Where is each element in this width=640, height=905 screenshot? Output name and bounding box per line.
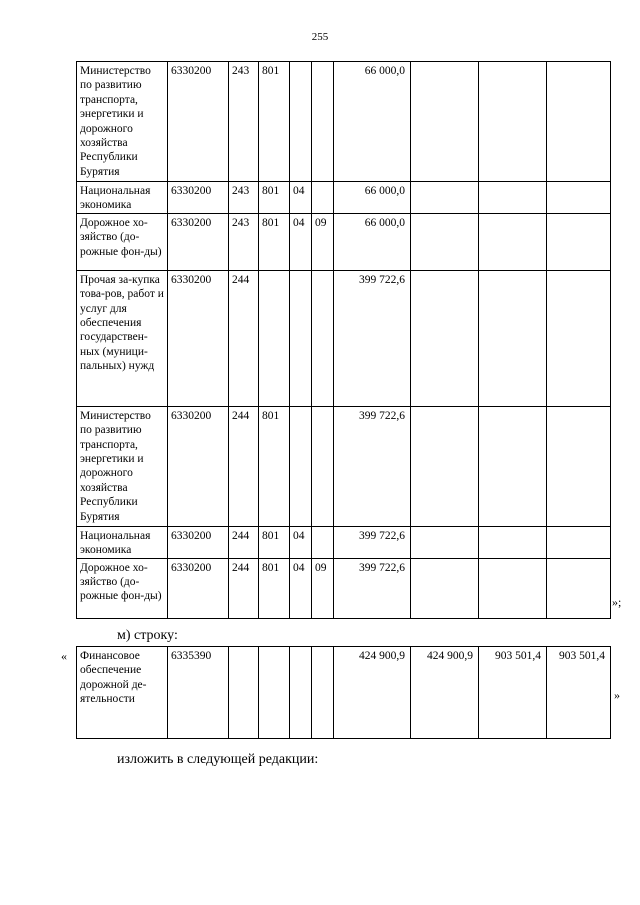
table-row [77,647,611,739]
ministry-code [259,647,290,739]
item-name: Финансовое обеспечение дорожной де-ятельности [77,647,168,739]
expense-type: 243 [229,182,259,214]
amount-4 [547,406,611,526]
expense-type [229,647,259,739]
amount-1: 399 722,6 [334,270,411,406]
funding-table [76,646,611,739]
expense-type: 243 [229,62,259,182]
subsection-code [312,647,334,739]
amount-2 [411,270,479,406]
instruction-text: изложить в следующей редакции: [117,752,319,767]
ministry-code: 801 [259,213,290,270]
amount-1: 424 900,9 [334,647,411,739]
amount-4 [547,558,611,618]
amount-2 [411,213,479,270]
amount-3: 903 501,4 [479,647,547,739]
item-name: Национальная экономика [77,182,168,214]
section-code [290,406,312,526]
target-code: 6330200 [168,62,229,182]
item-name: Национальная экономика [77,526,168,558]
section-code: 04 [290,213,312,270]
amount-4 [547,182,611,214]
amount-1: 399 722,6 [334,526,411,558]
amount-4: 903 501,4 [547,647,611,739]
item-name: Дорожное хо-зяйство (до-рожные фон-ды) [77,213,168,270]
expense-type: 244 [229,526,259,558]
amount-4 [547,62,611,182]
target-code: 6335390 [168,647,229,739]
table-row [77,62,611,182]
amount-3 [479,526,547,558]
target-code: 6330200 [168,270,229,406]
amount-1: 66 000,0 [334,182,411,214]
amount-3 [479,406,547,526]
subsection-code [312,62,334,182]
section-code: 04 [290,526,312,558]
expense-type: 244 [229,406,259,526]
closing-quote: »; [612,595,622,609]
expense-type: 244 [229,270,259,406]
section-code [290,270,312,406]
item-name: Министерство по развитию транспорта, энергетики и дорожного хозяйства Республики Бурятия [77,62,168,182]
amount-4 [547,526,611,558]
amount-2 [411,406,479,526]
table-row [77,558,611,618]
amount-3 [479,270,547,406]
amount-1: 399 722,6 [334,558,411,618]
ministry-code: 801 [259,526,290,558]
expense-type: 243 [229,213,259,270]
table-row [77,526,611,558]
amount-3 [479,558,547,618]
subsection-code [312,182,334,214]
table-row [77,182,611,214]
amount-2 [411,62,479,182]
amount-2 [411,558,479,618]
section-code: 04 [290,558,312,618]
amount-3 [479,213,547,270]
page-number: 255 [311,31,329,43]
table-row [77,270,611,406]
open-quote: « [61,649,67,663]
subsection-code [312,406,334,526]
amount-2 [411,182,479,214]
expense-type: 244 [229,558,259,618]
close-quote: » [614,688,620,702]
amount-1: 399 722,6 [334,406,411,526]
table-row [77,213,611,270]
ministry-code: 801 [259,62,290,182]
subsection-code [312,270,334,406]
amount-4 [547,213,611,270]
item-name: Дорожное хо-зяйство (до-рожные фон-ды) [77,558,168,618]
ministry-code [259,270,290,406]
section-code: 04 [290,182,312,214]
subsection-code: 09 [312,213,334,270]
target-code: 6330200 [168,558,229,618]
budget-table [76,61,611,619]
target-code: 6330200 [168,526,229,558]
target-code: 6330200 [168,213,229,270]
amount-3 [479,182,547,214]
item-name: Прочая за-купка това-ров, работ и услуг для обеспечения государствен-ных (муници-пальных) нужд [77,270,168,406]
section-label: м) строку: [117,628,178,643]
target-code: 6330200 [168,406,229,526]
item-name: Министерство по развитию транспорта, энергетики и дорожного хозяйства Республики Бурятия [77,406,168,526]
amount-2: 424 900,9 [411,647,479,739]
amount-1: 66 000,0 [334,213,411,270]
ministry-code: 801 [259,558,290,618]
amount-1: 66 000,0 [334,62,411,182]
amount-3 [479,62,547,182]
section-code [290,647,312,739]
subsection-code [312,526,334,558]
ministry-code: 801 [259,406,290,526]
ministry-code: 801 [259,182,290,214]
target-code: 6330200 [168,182,229,214]
table-row [77,406,611,526]
section-code [290,62,312,182]
amount-4 [547,270,611,406]
amount-2 [411,526,479,558]
subsection-code: 09 [312,558,334,618]
